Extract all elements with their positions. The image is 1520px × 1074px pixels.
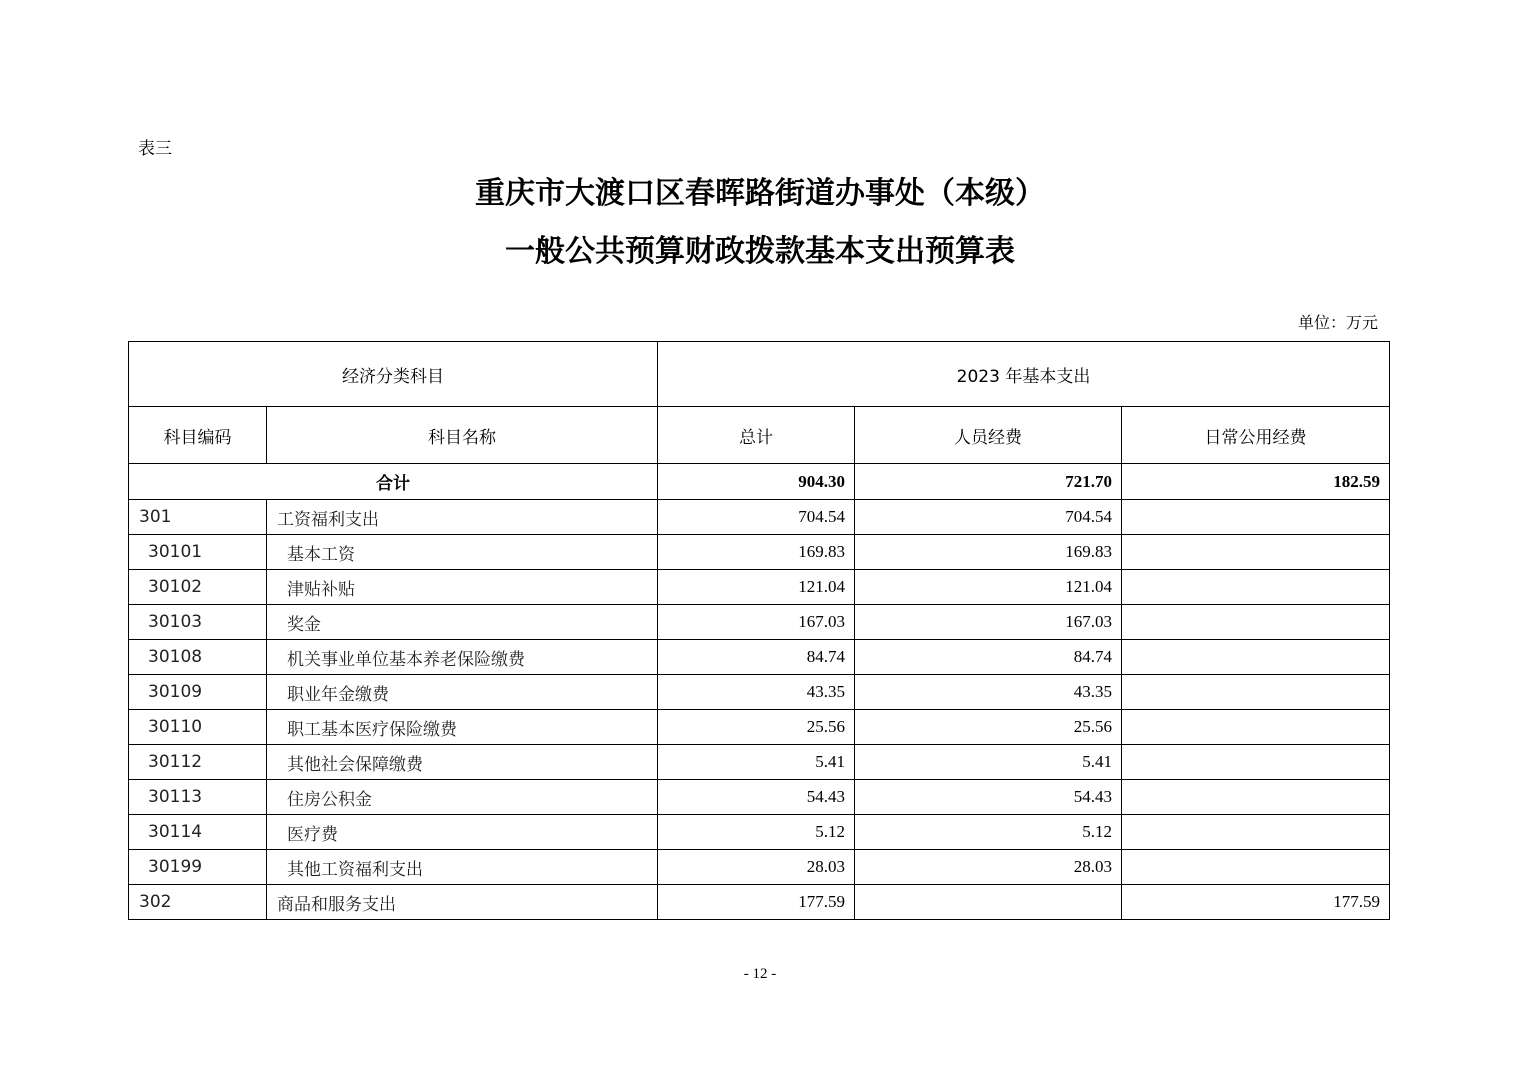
row-public	[1122, 535, 1390, 570]
table-row	[129, 780, 1390, 815]
row-code: 30199	[129, 850, 267, 885]
header-row-group	[129, 342, 1390, 407]
row-code: 30113	[129, 780, 267, 815]
row-public	[1122, 640, 1390, 675]
row-public	[1122, 500, 1390, 535]
row-total: 167.03	[658, 605, 855, 640]
row-public	[1122, 675, 1390, 710]
row-total: 704.54	[658, 500, 855, 535]
table-row	[129, 570, 1390, 605]
table-row	[129, 640, 1390, 675]
row-name: 职业年金缴费	[267, 675, 658, 710]
row-personnel: 5.12	[855, 815, 1122, 850]
row-name: 其他工资福利支出	[267, 850, 658, 885]
row-personnel: 54.43	[855, 780, 1122, 815]
header-public: 日常公用经费	[1122, 407, 1390, 464]
row-total: 84.74	[658, 640, 855, 675]
total-row	[129, 464, 1390, 500]
header-row-columns	[129, 407, 1390, 464]
total-personnel: 721.70	[855, 464, 1122, 500]
row-name: 住房公积金	[267, 780, 658, 815]
row-code: 30103	[129, 605, 267, 640]
row-name: 商品和服务支出	[267, 885, 658, 920]
table-row	[129, 815, 1390, 850]
unit-label: 单位：万元	[1297, 313, 1378, 332]
row-public	[1122, 850, 1390, 885]
total-label: 合计	[129, 464, 658, 500]
table-row	[129, 535, 1390, 570]
table-row	[129, 605, 1390, 640]
table-label: 表三	[138, 139, 172, 159]
row-code: 30102	[129, 570, 267, 605]
row-total: 5.41	[658, 745, 855, 780]
row-personnel: 5.41	[855, 745, 1122, 780]
row-personnel: 167.03	[855, 605, 1122, 640]
row-personnel: 84.74	[855, 640, 1122, 675]
row-total: 25.56	[658, 710, 855, 745]
header-name: 科目名称	[267, 407, 658, 464]
row-total: 177.59	[658, 885, 855, 920]
row-total: 169.83	[658, 535, 855, 570]
row-name: 工资福利支出	[267, 500, 658, 535]
row-code: 30101	[129, 535, 267, 570]
row-public	[1122, 745, 1390, 780]
row-personnel: 43.35	[855, 675, 1122, 710]
row-code: 302	[129, 885, 267, 920]
row-code: 30108	[129, 640, 267, 675]
row-total: 121.04	[658, 570, 855, 605]
row-name: 其他社会保障缴费	[267, 745, 658, 780]
total-public: 182.59	[1122, 464, 1390, 500]
row-public	[1122, 780, 1390, 815]
row-personnel: 704.54	[855, 500, 1122, 535]
header-basic-expense: 2023 年基本支出	[658, 342, 1390, 407]
row-total: 28.03	[658, 850, 855, 885]
row-name: 奖金	[267, 605, 658, 640]
row-total: 54.43	[658, 780, 855, 815]
row-code: 30109	[129, 675, 267, 710]
row-code: 301	[129, 500, 267, 535]
row-total: 43.35	[658, 675, 855, 710]
page-title: 重庆市大渡口区春晖路街道办事处（本级）	[475, 176, 1045, 211]
table-row	[129, 850, 1390, 885]
page-subtitle: 一般公共预算财政拨款基本支出预算表	[505, 234, 1015, 269]
header-total: 总计	[658, 407, 855, 464]
row-personnel: 28.03	[855, 850, 1122, 885]
row-name: 职工基本医疗保险缴费	[267, 710, 658, 745]
header-economic-class: 经济分类科目	[129, 342, 658, 407]
row-personnel: 169.83	[855, 535, 1122, 570]
row-total: 5.12	[658, 815, 855, 850]
budget-table	[128, 341, 1390, 920]
table-row	[129, 500, 1390, 535]
row-personnel	[855, 885, 1122, 920]
header-personnel: 人员经费	[855, 407, 1122, 464]
row-public	[1122, 570, 1390, 605]
row-code: 30112	[129, 745, 267, 780]
row-name: 医疗费	[267, 815, 658, 850]
total-total: 904.30	[658, 464, 855, 500]
page-number: - 12 -	[743, 966, 777, 982]
table-row	[129, 675, 1390, 710]
row-personnel: 121.04	[855, 570, 1122, 605]
row-public: 177.59	[1122, 885, 1390, 920]
table-row	[129, 885, 1390, 920]
row-personnel: 25.56	[855, 710, 1122, 745]
row-code: 30110	[129, 710, 267, 745]
table-row	[129, 710, 1390, 745]
row-public	[1122, 815, 1390, 850]
row-name: 津贴补贴	[267, 570, 658, 605]
row-public	[1122, 710, 1390, 745]
row-public	[1122, 605, 1390, 640]
row-name: 机关事业单位基本养老保险缴费	[267, 640, 658, 675]
table-row	[129, 745, 1390, 780]
header-code: 科目编码	[129, 407, 267, 464]
row-name: 基本工资	[267, 535, 658, 570]
row-code: 30114	[129, 815, 267, 850]
